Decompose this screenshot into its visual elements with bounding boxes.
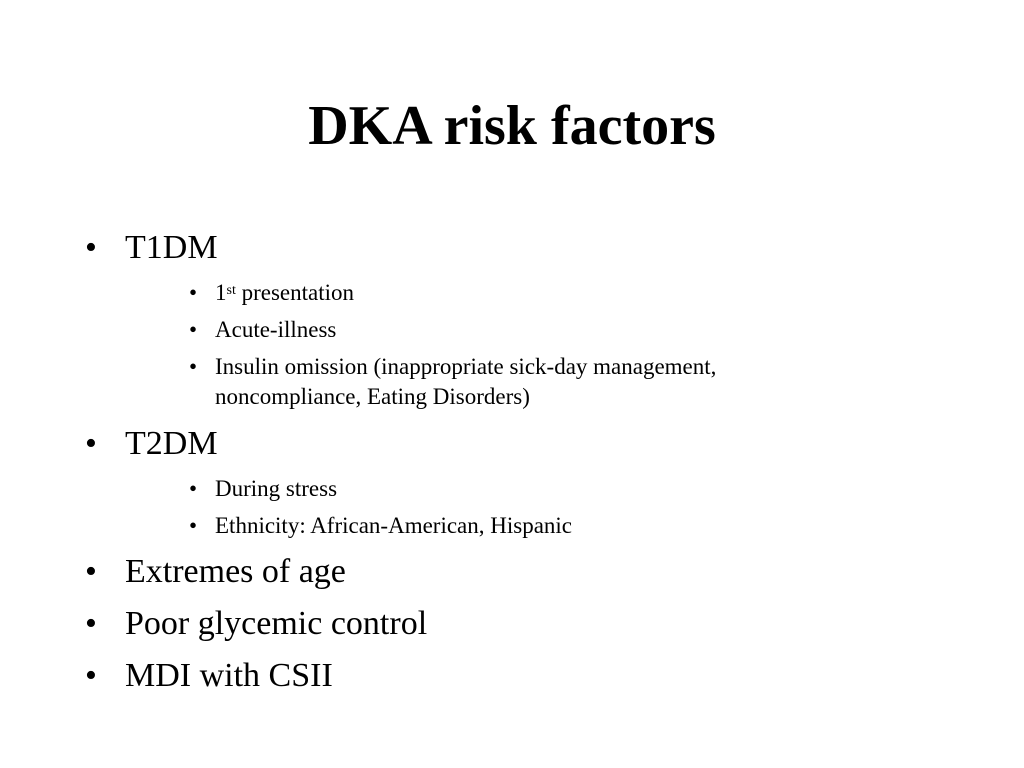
sub-bullet-label: Insulin omission (inappropriate sick-day management, noncompliance, Eating Disorders) bbox=[215, 354, 717, 409]
bullet-item-t2dm bbox=[85, 427, 218, 461]
ordinal-number: 1 bbox=[215, 280, 227, 305]
sub-bullet-label: During stress bbox=[215, 476, 338, 501]
bullet-icon: • bbox=[85, 605, 97, 642]
sub-bullet-label: presentation bbox=[235, 280, 354, 305]
sub-bullet-insulin-omission bbox=[189, 352, 849, 412]
sub-bullet-acute-illness bbox=[189, 315, 889, 345]
bullet-label: Extremes of age bbox=[125, 553, 346, 590]
bullet-item-t1dm bbox=[85, 231, 218, 265]
ordinal-suffix: st bbox=[226, 283, 236, 298]
bullet-label: T1DM bbox=[125, 229, 218, 266]
sub-bullet-ethnicity bbox=[189, 511, 889, 541]
sub-bullet-icon: • bbox=[189, 513, 198, 538]
sub-bullet-label: Acute-illness bbox=[215, 317, 337, 342]
sub-bullet-icon: • bbox=[189, 317, 198, 342]
sub-bullet-icon: • bbox=[189, 280, 198, 305]
bullet-icon: • bbox=[85, 425, 97, 462]
bullet-icon: • bbox=[85, 553, 97, 590]
bullet-icon: • bbox=[85, 229, 97, 266]
bullet-label: Poor glycemic control bbox=[125, 605, 428, 642]
slide-title: DKA risk factors bbox=[308, 95, 716, 157]
bullet-item-mdi-with-csii bbox=[85, 659, 333, 693]
bullet-label: MDI with CSII bbox=[125, 657, 333, 694]
sub-bullet-during-stress bbox=[189, 474, 889, 504]
bullet-item-poor-glycemic-control bbox=[85, 607, 427, 641]
sub-bullet-label: Ethnicity: African-American, Hispanic bbox=[215, 513, 573, 538]
bullet-label: T2DM bbox=[125, 425, 218, 462]
sub-bullet-icon: • bbox=[189, 476, 198, 501]
bullet-icon: • bbox=[85, 657, 97, 694]
bullet-item-extremes-of-age bbox=[85, 555, 346, 589]
sub-bullet-first-presentation bbox=[189, 278, 889, 308]
sub-bullet-icon: • bbox=[189, 354, 198, 379]
